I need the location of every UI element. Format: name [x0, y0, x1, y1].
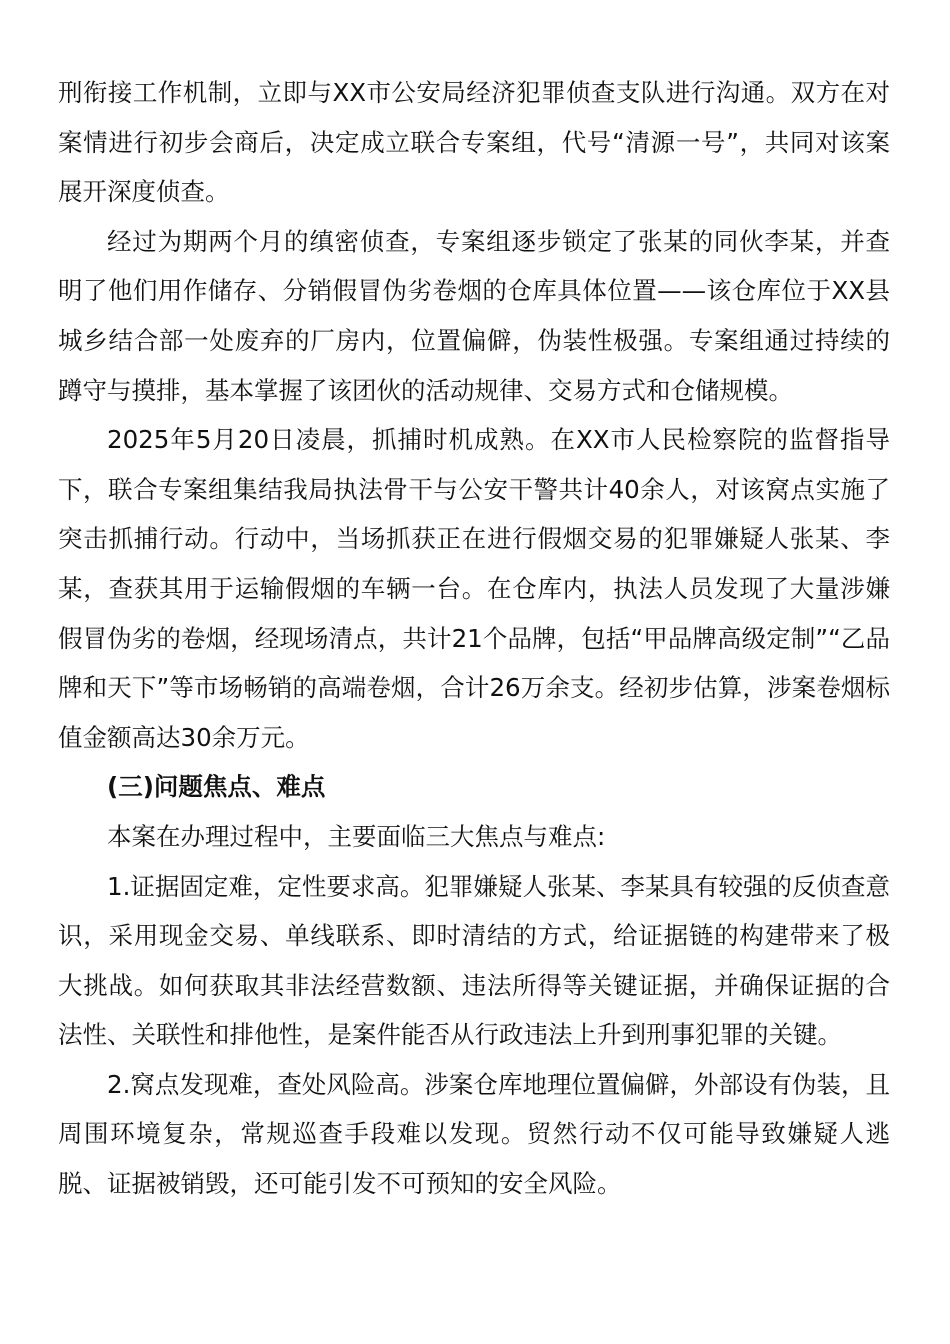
paragraph-difficulty-1: 1.证据固定难，定性要求高。犯罪嫌疑人张某、李某具有较强的反侦查意识，采用现金交易、单线联系、即时清结的方式，给证据链的构建带来了极大挑战。如何获取其非法经营数额、违法所得等关键证据，并确保证据的合法性、关联性和排他性，是案件能否从行政违法上升到刑事犯罪的关键。: [58, 871, 890, 1050]
document-body: [58, 68, 890, 1209]
section-heading: (三)问题焦点、难点: [107, 772, 326, 802]
paragraph-difficulty-2: 2.窝点发现难，查处风险高。涉案仓库地理位置偏僻，外部设有伪装，且周围环境复杂，常规巡查手段难以发现。贸然行动不仅可能导致嫌疑人逃脱、证据被销毁，还可能引发不可预知的安全风险。: [58, 1069, 890, 1199]
paragraph-investigation: 经过为期两个月的缜密侦查，专案组逐步锁定了张某的同伙李某，并查明了他们用作储存、分销假冒伪劣卷烟的仓库具体位置——该仓库位于XX县城乡结合部一处废弃的厂房内，位置偏僻，伪装性极强。专案组通过持续的蹲守与摸排，基本掌握了该团伙的活动规律、交易方式和仓储规模。: [58, 226, 890, 405]
paragraph-intro-difficulties: 本案在办理过程中，主要面临三大焦点与难点:: [107, 821, 606, 851]
paragraph-continuation: 刑衔接工作机制，立即与XX市公安局经济犯罪侦查支队进行沟通。双方在对案情进行初步会商后，决定成立联合专案组，代号“清源一号”，共同对该案展开深度侦查。: [58, 78, 890, 207]
paragraph-arrest: 2025年5月20日凌晨，抓捕时机成熟。在XX市人民检察院的监督指导下，联合专案组集结我局执法骨干与公安干警共计40余人，对该窝点实施了突击抓捕行动。行动中，当场抓获正在进行假烟交易的犯罪嫌疑人张某、李某，查获其用于运输假烟的车辆一台。在仓库内，执法人员发现了大量涉嫌假冒伪劣的卷烟，经现场清点，共计21个品牌，包括“甲品牌高级定制”“乙品牌和天下”等市场畅销的高端卷烟，合计26万余支。经初步估算，涉案卷烟标值金额高达30余万元。: [58, 425, 890, 752]
